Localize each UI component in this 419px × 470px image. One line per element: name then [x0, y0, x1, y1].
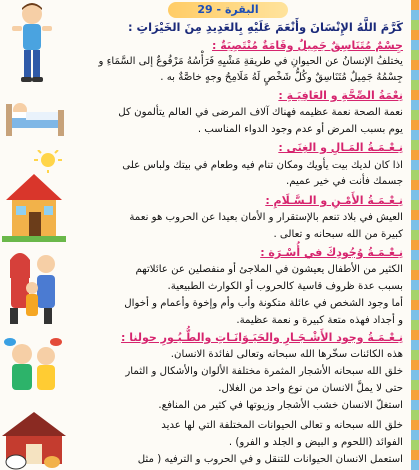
header-badge [168, 2, 288, 18]
section-line: خلق الله سبحانه الأشجار المثمرة مختلفة الألوان والأشكال و الثمار [125, 366, 403, 377]
section-heading-health: نِعْمَةُ الصِّحَّةِ و العَافِيَـةِ : [278, 89, 403, 102]
family-illustration [2, 248, 66, 328]
boy-illustration [2, 0, 62, 90]
section-line: العيش في بلاد تنعم بالإستقرار و الأمان بعيدا عن الحروب هو نعمة [129, 212, 403, 223]
sick-child-bed-illustration [4, 90, 66, 140]
section-heading-body: جِسْمٌ مُتَنَاسِقٌ جَمِيلٌ وقَامَةٌ مُنْتَصِبَةٌ : [211, 39, 403, 52]
section-line: اذا كان لديك بيت يأويك ومكان تنام فيه وطعام في بيتك ولباس على [122, 160, 403, 171]
section-line: حتى لا يملَّ الانسان من نوع واحد من الغلال. [218, 383, 403, 394]
header-text: البقرة - 29 [197, 3, 259, 16]
section-heading-nature: نِـعْـمَـةُ وجود الأَشْـجَـارِ والحَيَـوَانَـاتِ والطُّـيُـورِ حولنا : [121, 331, 403, 344]
house-sun-illustration [2, 150, 66, 246]
page-title: كَرَّمَ اللَّهُ الإِنْسَانَ وأَنْعَمَ عَلَيْهِ بِالعَدِيدِ مِنَ الخَيْرَاتِ : [127, 20, 403, 34]
section-line: استعمل الانسان الحيوانات للتنقل و في الحروب و الترفيه ( مثل [137, 454, 403, 465]
section-line: و أجداد فهذه متعة كبيرة و نعمة عظيمة. [236, 315, 403, 326]
section-line: خلق الله سبحانه و تعالى الحيوانات المختلفة التي لها عديد [161, 420, 403, 431]
section-heading-peace: نِـعْـمَـةُ الأَمْـنِ و الـسَّـلَامِ : [265, 194, 403, 207]
section-line: جِسْمُهُ جَمِيلٌ مُتَنَاسِقٌ وكُلُّ شَخْصٍ لَهُ مَلَامِحُ وجهٍ خاصَّةٌ به . [160, 72, 403, 83]
section-line: نعمة الصحة نعمة عظيمه فهناك آلاف المرضى في العالم يتألمون كل [118, 107, 403, 118]
section-line: أما وجود الشخص في عائلة متكونة وأب وأم وإخوة وأعمام و أخوال [124, 298, 403, 309]
section-line: هذه الكائنات سخّرها الله سبحانه وتعالى لفائدة الانسان. [170, 349, 403, 360]
farm-animals-illustration [2, 408, 68, 470]
section-heading-wealth: نِـعْـمَـةُ المَـالِ و الغِنَى : [278, 141, 403, 154]
section-line: الكثير من الأطفال يعيشون في الملاجئ أو منفصلين عن عائلاتهم [135, 264, 403, 275]
section-line: الفوائد (اللحوم و البيض و الجلد و الفرو) . [228, 437, 403, 448]
section-line: بسبب عدة ظروف قاسية كالحروب أو الكوارث الطبيعية. [167, 281, 403, 292]
section-heading-family: نِـعْـمَـةُ وُجُودِكَ في أُسْـرَة : [260, 246, 403, 259]
section-line: يختلفُ الإنسانُ عن الحيوانِ في طريقةِ مَشْيِهِ فَرَأْسُهُ مَرْفُوعٌ إلى السَّمَاءِ و [98, 56, 403, 67]
children-birds-illustration [2, 334, 68, 404]
section-line: استغلّ الانسان خشب الأشجار وزيوتها في كثير من المنافع. [158, 400, 403, 411]
decorative-border [411, 0, 419, 470]
section-line: كبيرة من الله سبحانه و تعالى . [273, 229, 403, 240]
section-line: يوم بسبب المرض أو عدم وجود الدواء المناسب . [197, 124, 403, 135]
section-line: جسمك فأنت في خير عميم. [285, 176, 403, 187]
